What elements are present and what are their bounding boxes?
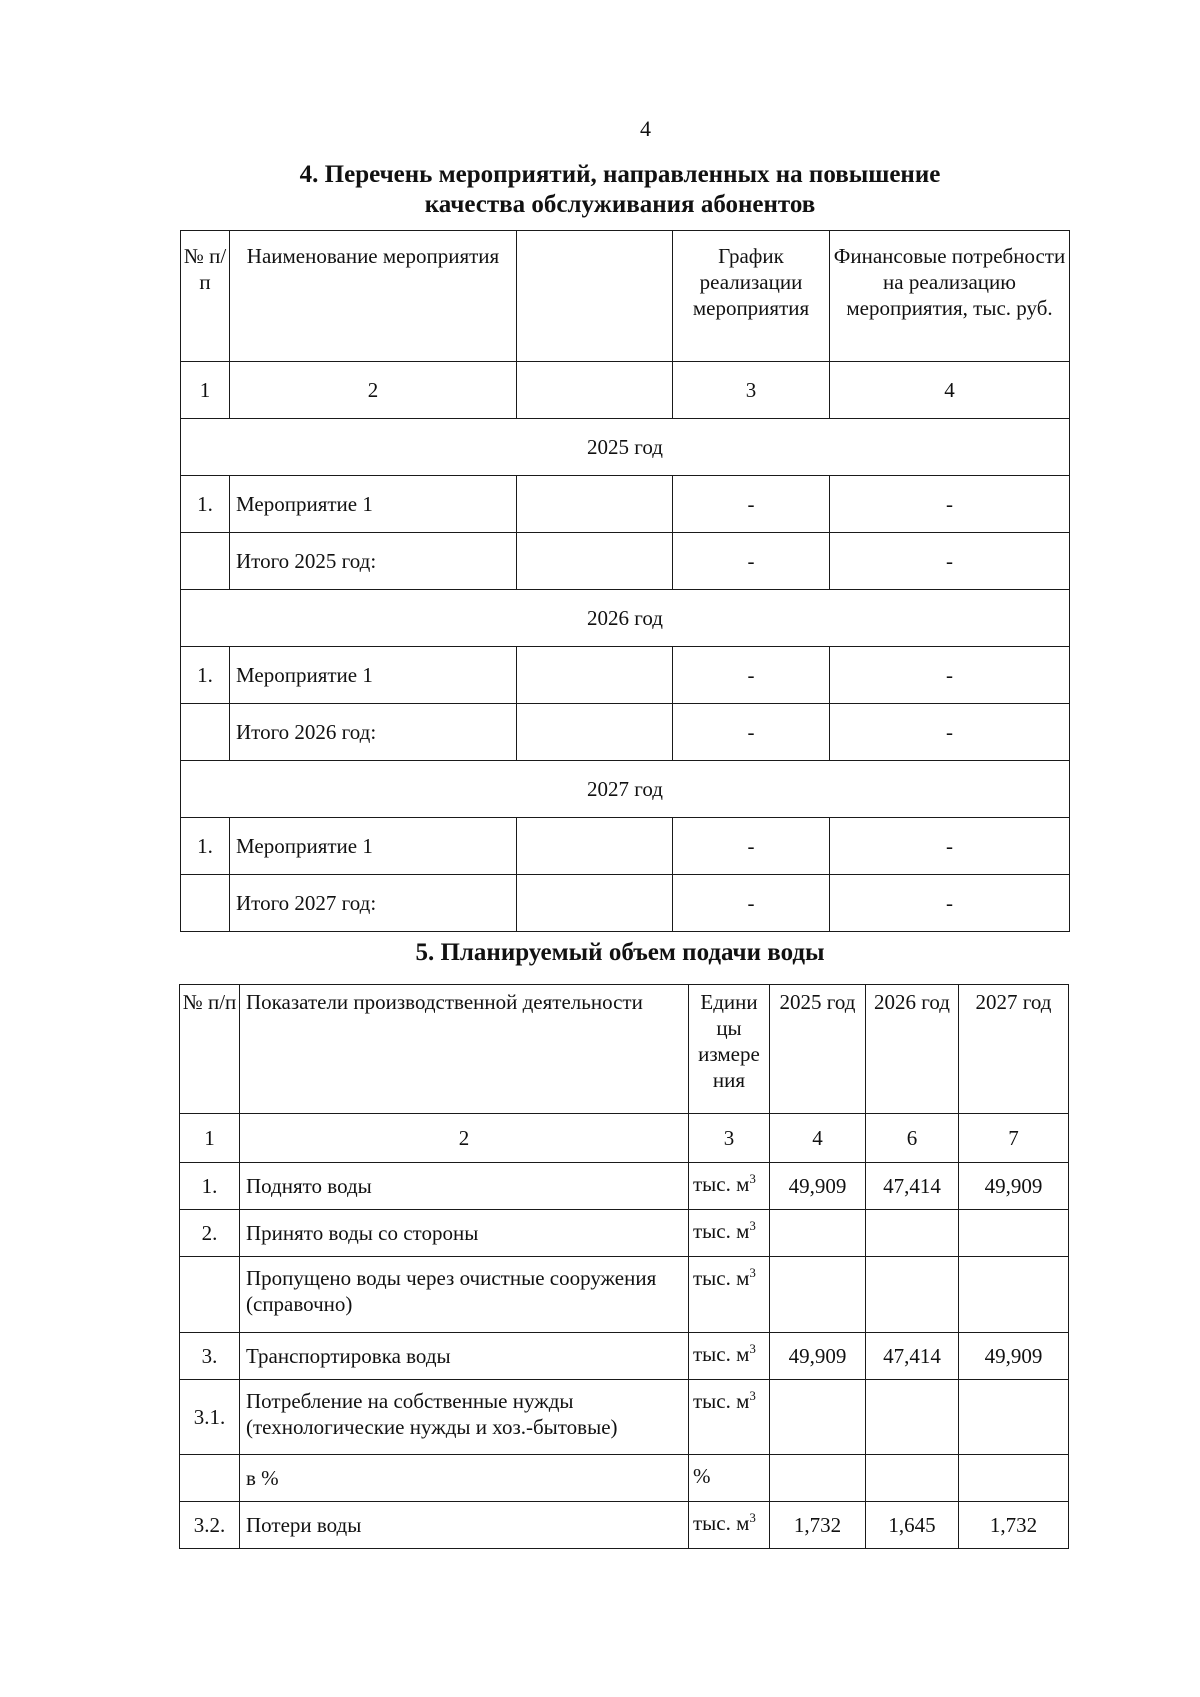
row-num: 3.: [180, 1333, 240, 1380]
year-label: 2026 год: [181, 590, 1070, 647]
row-name: Мероприятие 1: [230, 476, 517, 533]
row-value-2026: [866, 1210, 959, 1257]
row-value-2026: [866, 1380, 959, 1455]
row-extra: [517, 875, 673, 932]
table-row: [180, 1163, 1069, 1210]
header-indicator: Показатели производственной деятельности: [240, 985, 689, 1114]
year-row: [181, 590, 1070, 647]
row-value-2026: [866, 1455, 959, 1502]
table-row: [180, 1502, 1069, 1549]
row-value-2026: 47,414: [866, 1333, 959, 1380]
table-row: [181, 533, 1070, 590]
year-row: [181, 419, 1070, 476]
row-num: 3.1.: [180, 1380, 240, 1455]
row-schedule: -: [673, 533, 830, 590]
row-unit: [689, 1163, 770, 1210]
row-value-2026: [866, 1257, 959, 1333]
row-schedule: -: [673, 476, 830, 533]
row-value-2027: [959, 1455, 1069, 1502]
unit-superscript: 3: [749, 1388, 756, 1403]
row-extra: [517, 476, 673, 533]
row-unit: [689, 1210, 770, 1257]
table-row: [181, 647, 1070, 704]
row-finance: -: [830, 704, 1070, 761]
row-name: Итого 2027 год:: [230, 875, 517, 932]
row-value-2025: 49,909: [770, 1163, 866, 1210]
section5-title: 5. Планируемый объем подачи воды: [415, 939, 825, 966]
row-unit: [689, 1380, 770, 1455]
row-num: [180, 1257, 240, 1333]
row-value-2025: [770, 1455, 866, 1502]
row-value-2025: [770, 1257, 866, 1333]
index-cell: 4: [830, 362, 1070, 419]
row-value-2027: [959, 1210, 1069, 1257]
measures-header-row: [181, 231, 1070, 362]
row-name: Итого 2025 год:: [230, 533, 517, 590]
section4-title: [180, 160, 1060, 220]
row-value-2025: 49,909: [770, 1333, 866, 1380]
row-num: 1.: [181, 818, 230, 875]
header-2027: 2027 год: [959, 985, 1069, 1114]
header-unit: Едини цы измере ния: [689, 985, 770, 1114]
row-indicator: Пропущено воды через очистные сооружения (справочно): [240, 1257, 689, 1333]
row-name: Мероприятие 1: [230, 647, 517, 704]
table-row: [180, 1380, 1069, 1455]
row-unit: [689, 1455, 770, 1502]
header-2026: 2026 год: [866, 985, 959, 1114]
table-row: [181, 476, 1070, 533]
row-value-2027: 49,909: [959, 1163, 1069, 1210]
row-num: 1.: [180, 1163, 240, 1210]
header-2025: 2025 год: [770, 985, 866, 1114]
row-value-2025: [770, 1210, 866, 1257]
row-schedule: -: [673, 818, 830, 875]
year-label: 2027 год: [181, 761, 1070, 818]
row-num: 3.2.: [180, 1502, 240, 1549]
row-finance: -: [830, 647, 1070, 704]
unit-text: %: [693, 1464, 711, 1488]
measures-index-row: [181, 362, 1070, 419]
row-num: [180, 1455, 240, 1502]
table-row: [181, 704, 1070, 761]
row-indicator: Потери воды: [240, 1502, 689, 1549]
row-unit: [689, 1502, 770, 1549]
row-unit: [689, 1333, 770, 1380]
water-header-row: [180, 985, 1069, 1114]
row-unit: [689, 1257, 770, 1333]
row-name: Мероприятие 1: [230, 818, 517, 875]
row-num: 1.: [181, 476, 230, 533]
unit-superscript: 3: [749, 1510, 756, 1525]
row-value-2025: [770, 1380, 866, 1455]
row-extra: [517, 818, 673, 875]
row-indicator: Поднято воды: [240, 1163, 689, 1210]
row-value-2027: 49,909: [959, 1333, 1069, 1380]
table-row: [180, 1333, 1069, 1380]
year-row: [181, 761, 1070, 818]
row-finance: -: [830, 476, 1070, 533]
row-schedule: -: [673, 704, 830, 761]
unit-superscript: 3: [749, 1171, 756, 1186]
index-cell: 3: [673, 362, 830, 419]
header-blank: [517, 231, 673, 362]
row-indicator: Транспортировка воды: [240, 1333, 689, 1380]
unit-text: тыс. м: [693, 1266, 750, 1290]
header-num: № п/п: [181, 231, 230, 362]
row-finance: -: [830, 875, 1070, 932]
row-num: 2.: [180, 1210, 240, 1257]
water-supply-table: [179, 984, 1069, 1549]
row-extra: [517, 647, 673, 704]
header-schedule: График реализации мероприятия: [673, 231, 830, 362]
table-row: [181, 875, 1070, 932]
row-extra: [517, 533, 673, 590]
row-num: [181, 875, 230, 932]
index-cell: 3: [689, 1114, 770, 1163]
row-num: [181, 704, 230, 761]
row-value-2027: 1,732: [959, 1502, 1069, 1549]
row-schedule: -: [673, 875, 830, 932]
row-extra: [517, 704, 673, 761]
unit-text: тыс. м: [693, 1511, 750, 1535]
page-number: 4: [640, 116, 651, 141]
table-row: [181, 818, 1070, 875]
row-indicator: Принято воды со стороны: [240, 1210, 689, 1257]
header-finance: Финансовые потребности на реализацию мероприятия, тыс. руб.: [830, 231, 1070, 362]
row-name: Итого 2026 год:: [230, 704, 517, 761]
index-cell: 1: [181, 362, 230, 419]
header-name: Наименование мероприятия: [230, 231, 517, 362]
header-num: № п/п: [180, 985, 240, 1114]
row-indicator: Потребление на собственные нужды (технологические нужды и хоз.-бытовые): [240, 1380, 689, 1455]
row-value-2027: [959, 1257, 1069, 1333]
row-num: [181, 533, 230, 590]
unit-superscript: 3: [749, 1218, 756, 1233]
row-value-2026: 47,414: [866, 1163, 959, 1210]
unit-text: тыс. м: [693, 1219, 750, 1243]
row-finance: -: [830, 533, 1070, 590]
unit-superscript: 3: [749, 1265, 756, 1280]
unit-text: тыс. м: [693, 1172, 750, 1196]
water-index-row: [180, 1114, 1069, 1163]
index-cell: 1: [180, 1114, 240, 1163]
index-cell: 7: [959, 1114, 1069, 1163]
index-cell: 6: [866, 1114, 959, 1163]
measures-table: [180, 230, 1070, 932]
row-value-2027: [959, 1380, 1069, 1455]
index-cell: 2: [240, 1114, 689, 1163]
row-finance: -: [830, 818, 1070, 875]
row-schedule: -: [673, 647, 830, 704]
row-value-2026: 1,645: [866, 1502, 959, 1549]
row-indicator: в %: [240, 1455, 689, 1502]
unit-text: тыс. м: [693, 1342, 750, 1366]
table-row: [180, 1455, 1069, 1502]
index-cell: 2: [230, 362, 517, 419]
section4-title-line2: качества обслуживания абонентов: [424, 191, 816, 218]
row-value-2025: 1,732: [770, 1502, 866, 1549]
index-cell: [517, 362, 673, 419]
table-row: [180, 1210, 1069, 1257]
index-cell: 4: [770, 1114, 866, 1163]
section4-title-line1: 4. Перечень мероприятий, направленных на повышение: [299, 161, 941, 188]
table-row: [180, 1257, 1069, 1333]
row-num: 1.: [181, 647, 230, 704]
year-label: 2025 год: [181, 419, 1070, 476]
unit-superscript: 3: [749, 1341, 756, 1356]
unit-text: тыс. м: [693, 1389, 750, 1413]
